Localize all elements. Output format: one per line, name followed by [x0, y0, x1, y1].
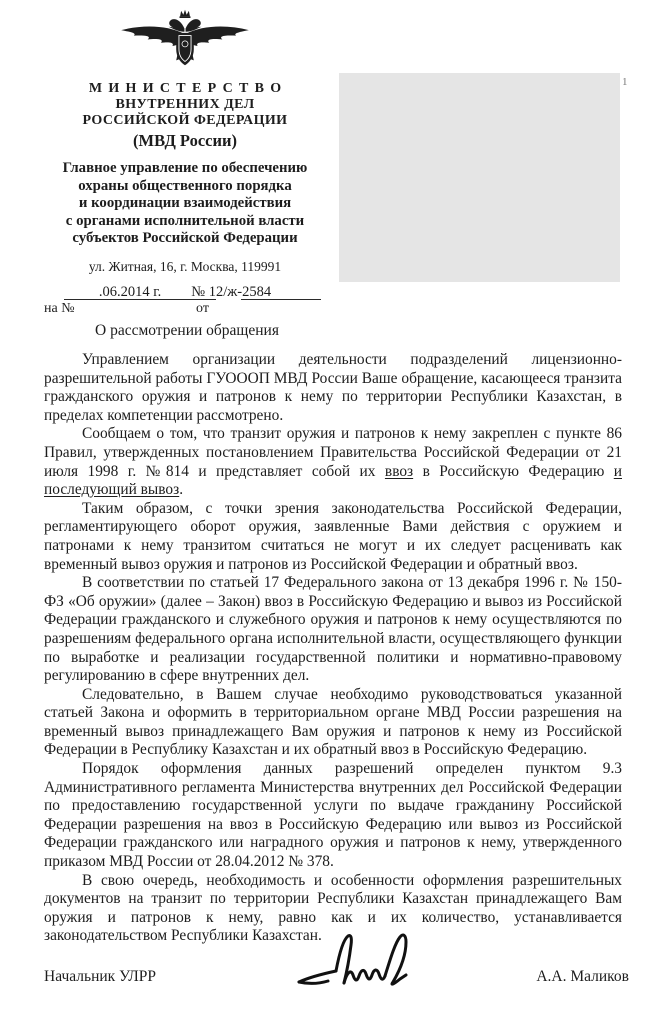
paragraph-text: Сообщаем о том, что транзит оружия и патронов к нему закреплен с пункте 86 Правил, утвержденных постановлением Правительства Российской Федерации от 21 июля 1998 г. №814 и представляет собой их	[44, 425, 622, 480]
department-line: и координации взаимодействия	[78, 195, 292, 212]
page-marker: 1	[622, 76, 628, 88]
underlined-text: и последующий вывоз	[44, 462, 622, 499]
subject-line: О рассмотрении обращения	[95, 322, 279, 339]
signer-position-title: Начальник УЛРР	[44, 968, 157, 985]
body-text	[44, 351, 622, 946]
paragraph-text: Управлением организации деятельности подразделений лицензионно-разрешительной работы ГУОООП МВД России Ваше обращение, касающееся транзита гражданского оружия и патронов к нему по территории Республики Казахстан, в пределах компетенции рассмотрено.	[44, 351, 622, 424]
body-paragraph	[44, 686, 622, 760]
ministry-name-line1: МИНИСТЕРСТВО	[88, 81, 288, 96]
department-line: с органами исполнительной власти	[65, 212, 305, 229]
paragraph-text: Таким образом, с точки зрения законодательства Российской Федерации, регламентирующего оборот оружия, заявленные Вами действия с оружием и патронами к нему транзитом считаться не могут и их следует расценивать как временный вывоз оружия и патронов из Российской Федерации и обратный ввоз.	[44, 499, 622, 573]
department-line: субъектов Российской Федерации	[72, 230, 298, 247]
department-line: охраны общественного порядка	[78, 177, 292, 194]
reference-ot-label: от	[196, 301, 209, 316]
department-name	[33, 160, 337, 248]
paragraph-text: Порядок оформления данных разрешений определен пунктом 9.3 Административного регламента Министерства внутренних дел Российской Федерации по предоставлению государственной услуги по выдаче гражданину Российской Федерации разрешения на ввоз в Российскую Федерацию или вывоз из Российской Федерации гражданского или наградного оружия и патронов к нему, утвержденного приказом МВД России от 28.04.2012 № 378.	[44, 760, 622, 871]
document-number: № 12/ж-2584	[191, 283, 272, 300]
letterhead	[33, 8, 337, 301]
ministry-name-line2: ВНУТРЕННИХ ДЕЛ	[115, 97, 255, 112]
redacted-addressee-box	[339, 73, 620, 282]
signer-name: А.А. Маликов	[536, 968, 629, 985]
ministry-name-line3: РОССИЙСКОЙ ФЕДЕРАЦИИ	[82, 113, 288, 128]
paragraph-text: В соответствии по статьей 17 Федерального закона от 13 декабря 1996 г. № 150-ФЗ «Об оружии» (далее – Закон) ввоз в Российскую Федерацию и вывоз из Российской Федерации гражданского и служебного оружия и патронов к нему осуществляются по разрешениям федерального органа исполнительной власти, осуществляющего функции по выработке и реализации государственной политики и нормативно-правовому регулированию в сфере внутренних дел.	[44, 574, 622, 685]
paragraph-text: в Российскую Федерацию	[413, 462, 614, 480]
document-date: .06.2014 г.	[98, 283, 162, 300]
body-paragraph	[44, 500, 622, 574]
body-paragraph	[44, 351, 622, 425]
signature-block	[44, 968, 629, 986]
body-paragraph	[44, 425, 622, 499]
reference-date-blank-line	[241, 299, 321, 300]
department-line: Главное управление по обеспечению	[62, 160, 308, 176]
reference-number-blank-line	[64, 299, 216, 300]
body-paragraph	[44, 760, 622, 872]
paragraph-text: В свою очередь, необходимость и особенности оформления разрешительных документов на транзит по территории Республики Казахстан принадлежащего Вам оружия и патронов к нему, равно как и их количество, устанавливается законодательством Республики Казахстан.	[44, 871, 622, 945]
body-paragraph	[44, 574, 622, 686]
reference-na-label: на №	[44, 301, 75, 316]
ministry-short-name: (МВД России)	[133, 131, 237, 150]
paragraph-text: Следовательно, в Вашем случае необходимо руководствоваться указанной статьей Закона и оформить в территориальном органе МВД России разрешения на временный вывоз принадлежащего Вам оружия и патронов к нему из Российской Федерации в Республику Казахстан и их обратный ввоз в Российскую Федерацию.	[44, 685, 622, 759]
mvd-eagle-emblem-icon	[33, 8, 337, 77]
paragraph-text: .	[179, 481, 184, 499]
underlined-text: ввоз	[384, 462, 414, 480]
postal-address: ул. Житная, 16, г. Москва, 119991	[88, 258, 282, 274]
